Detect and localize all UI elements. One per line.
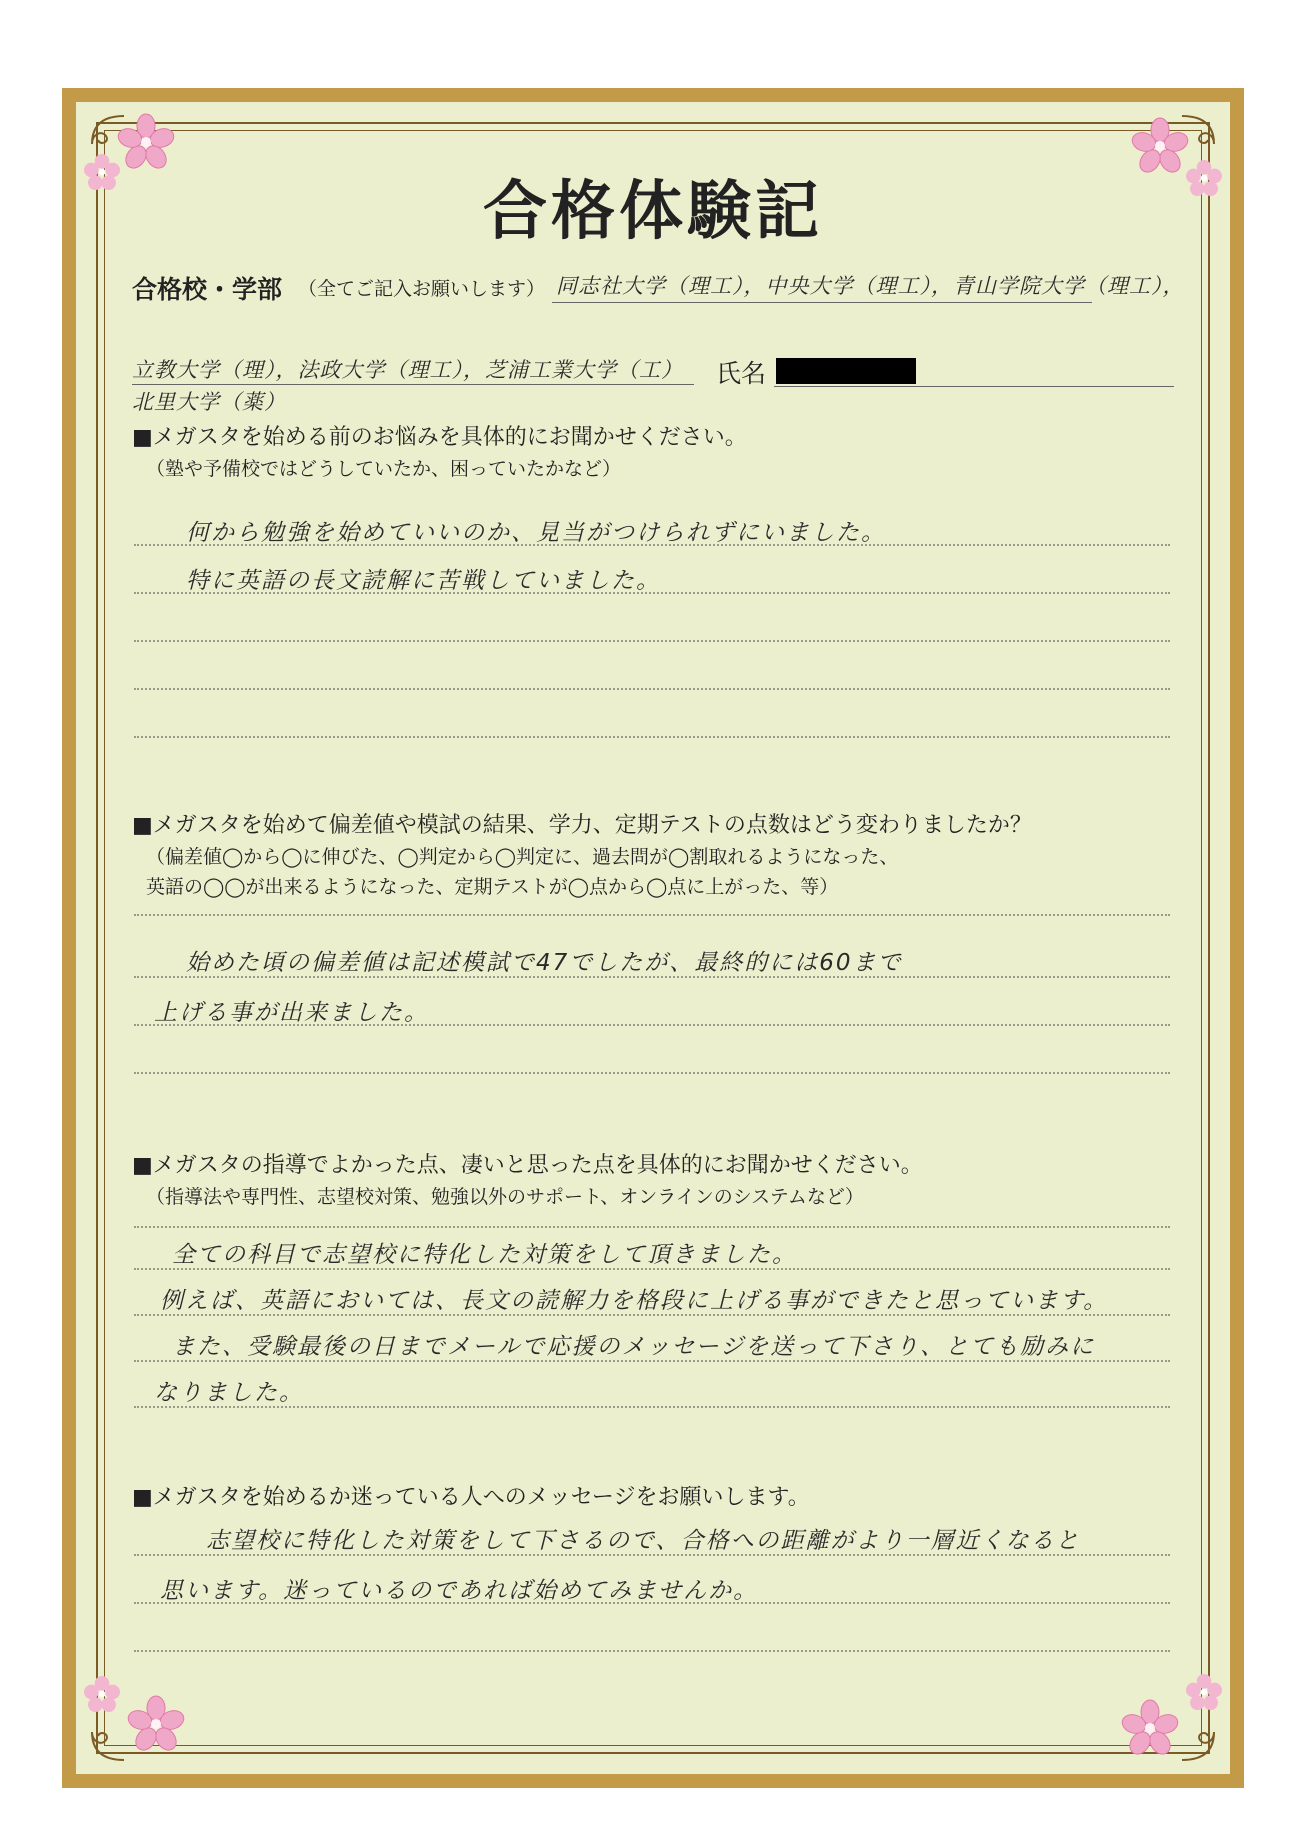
answer-line — [134, 592, 1170, 594]
section3-answer: 例えば、英語においては、長文の読解力を格段に上げる事ができたと思っています。 — [160, 1288, 1109, 1314]
page-title: 合格体験記 — [483, 174, 823, 249]
section3-question: ■メガスタの指導でよかった点、凄いと思った点を具体的にお聞かせください。 — [132, 1153, 923, 1178]
section2-answer: 上げる事が出来ました。 — [154, 1000, 429, 1026]
section3-answer: 全ての科目で志望校に特化した対策をして頂きました。 — [172, 1242, 797, 1268]
answer-line — [134, 914, 1170, 916]
paper — [76, 102, 1230, 1774]
section1-question: ■メガスタを始める前のお悩みを具体的にお聞かせください。 — [132, 425, 747, 450]
answer-line — [134, 1360, 1170, 1362]
certificate-sheet — [62, 88, 1244, 1788]
cherry-blossom-icon — [126, 1694, 186, 1754]
section4-answer: 志望校に特化した対策をして下さるので、合格への距離がより一層近くなると — [206, 1528, 1081, 1554]
school-value-line2: 立教大学（理），法政大学（理工），芝浦工業大学（工） — [132, 358, 683, 382]
school-note: （全てご記入お願いします） — [298, 278, 546, 300]
section2-sub: （偏差値◯から◯に伸びた、◯判定から◯判定に、過去問が◯割取れるようになった、 — [146, 846, 899, 868]
section4-question: ■メガスタを始めるか迷っている人へのメッセージをお願いします。 — [132, 1485, 810, 1510]
name-underline — [774, 386, 1174, 387]
answer-line — [134, 736, 1170, 738]
section3-answer: なりました。 — [154, 1380, 304, 1406]
section3-sub: （指導法や専門性、志望校対策、勉強以外のサポート、オンラインのシステムなど） — [146, 1186, 864, 1208]
name-label: 氏名 — [716, 359, 767, 388]
answer-line — [134, 1072, 1170, 1074]
corner-swirl-icon — [1178, 1722, 1222, 1766]
section2-question: ■メガスタを始めて偏差値や模試の結果、学力、定期テストの点数はどう変わりましたか？ — [132, 813, 1032, 838]
cherry-blossom-icon — [1184, 1672, 1224, 1712]
school-underline — [552, 302, 1092, 303]
answer-line — [134, 1406, 1170, 1408]
answer-line — [134, 1314, 1170, 1316]
cherry-blossom-icon — [82, 1674, 122, 1714]
answer-line — [134, 1650, 1170, 1652]
answer-line — [134, 1268, 1170, 1270]
section1-sub: （塾や予備校ではどうしていたか、困っていたかなど） — [146, 458, 622, 480]
cherry-blossom-icon — [1120, 1698, 1180, 1758]
school-underline — [132, 384, 694, 385]
school-label: 合格校・学部 — [132, 275, 283, 304]
section1-answer: 特に英語の長文読解に苦戦していました。 — [186, 568, 661, 594]
answer-line — [134, 640, 1170, 642]
answer-line — [134, 688, 1170, 690]
section3-answer: また、受験最後の日までメールで応援のメッセージを送って下さり、とても励みに — [172, 1334, 1096, 1360]
answer-line — [134, 976, 1170, 978]
answer-line — [134, 1226, 1170, 1228]
section4-answer: 思います。迷っているのであれば始めてみませんか。 — [160, 1578, 759, 1604]
answer-line — [134, 1024, 1170, 1026]
section2-answer: 始めた頃の偏差値は記述模試で47でしたが、最終的には60まで — [186, 950, 903, 976]
section2-sub: 英語の◯◯が出来るようになった、定期テストが◯点から◯点に上がった、等） — [146, 876, 839, 898]
answer-line — [134, 1554, 1170, 1556]
corner-swirl-icon — [84, 1722, 128, 1766]
school-value-line3: 北里大学（薬） — [132, 390, 286, 414]
school-value-line1: 同志社大学（理工），中央大学（理工），青山学院大学（理工）， — [556, 274, 1185, 298]
section1-answer: 何から勉強を始めていいのか、見当がつけられずにいました。 — [186, 520, 886, 546]
redacted-name — [776, 358, 916, 384]
answer-line — [134, 1602, 1170, 1604]
answer-line — [134, 544, 1170, 546]
